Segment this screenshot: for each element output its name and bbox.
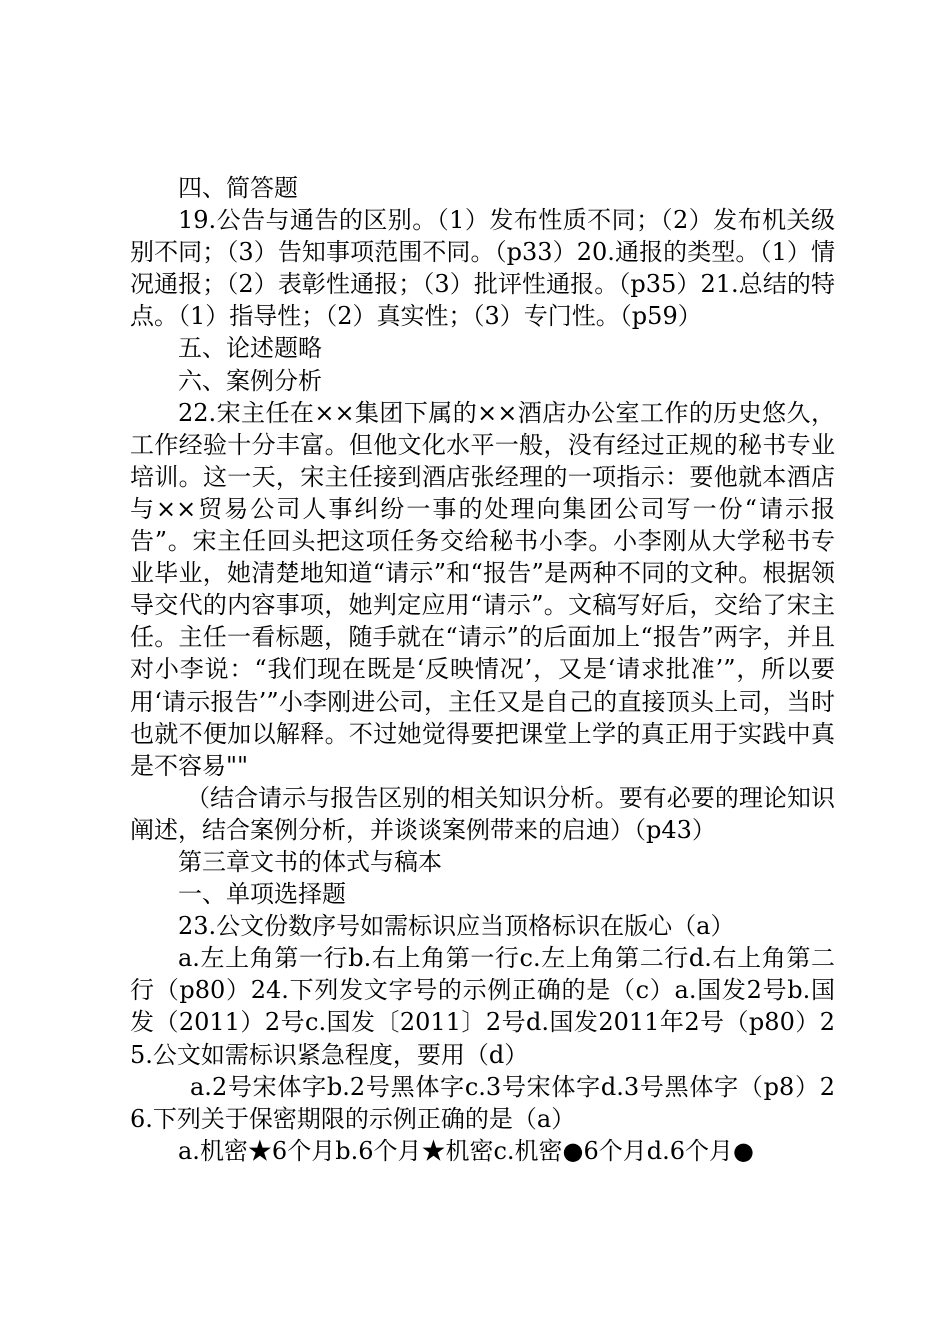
paragraph-question-23: 23.公文份数序号如需标识应当顶格标识在版心（a） (178, 912, 735, 941)
section-heading-short-answer: 四、简答题 (178, 174, 298, 202)
paragraph-questions-25-26: a.2号宋体字b.2号黑体字c.3号宋体字d.3号黑体字（p8）26.下列关于保密期限的示例正确的是（a） (130, 1072, 835, 1133)
document-body (130, 172, 835, 1167)
section-heading-case-analysis: 六、案例分析 (178, 366, 322, 395)
section-heading-single-choice: 一、单项选择题 (178, 880, 346, 909)
paragraph-questions-19-21: 19.公告与通告的区别。（1）发布性质不同；（2）发布机关级别不同；（3）告知事项范围不同。（p33）20.通报的类型。（1）情况通报；（2）表彰性通报；（3）批评性通报。（p35）21.总结的特点。（1）指导性；（2）真实性；（3）专门性。（p59） (130, 206, 835, 331)
paragraph-questions-23-25: a.左上角第一行b.右上角第一行c.左上角第二行d.右上角第二行（p80）24.下列发文字号的示例正确的是（c）a.国发2号b.国发（2011）2号c.国发〔2011〕2号d.国发2011年2号（p80）25.公文如需标识紧急程度，要用（d） (130, 944, 835, 1069)
paragraph-question-22-note: （结合请示与报告区别的相关知识分析。要有必要的理论知识阐述，结合案例分析，并谈谈案例带来的启迪）（p43） (130, 783, 835, 844)
paragraph-question-26-options: a.机密★6个月b.6个月★机密c.机密●6个月d.6个月● (178, 1136, 754, 1165)
chapter-heading: 第三章文书的体式与稿本 (178, 847, 442, 876)
section-heading-essay: 五、论述题略 (178, 334, 322, 363)
paragraph-question-22: 22.宋主任在××集团下属的××酒店办公室工作的历史悠久，工作经验十分丰富。但他文化水平一般，没有经过正规的秘书专业培训。这一天，宋主任接到酒店张经理的一项指示：要他就本酒店与××贸易公司人事纠纷一事的处理向集团公司写一份“请示报告”。宋主任回头把这项任务交给秘书小李。小李刚从大学秘书专业毕业，她清楚地知道“请示”和“报告”是两种不同的文种。根据领导交代的内容事项，她判定应用“请示”。文稿写好后，交给了宋主任。主任一看标题，随手就在“请示”的后面加上“报告”两字，并且对小李说：“我们现在既是‘反映情况’，又是‘请求批准’”，所以要用‘请示报告’”小李刚进公司，主任又是自己的直接顶头上司，当时也就不便加以解释。不过她觉得要把课堂上学的真正用于实践中真是不容易"" (130, 398, 835, 780)
